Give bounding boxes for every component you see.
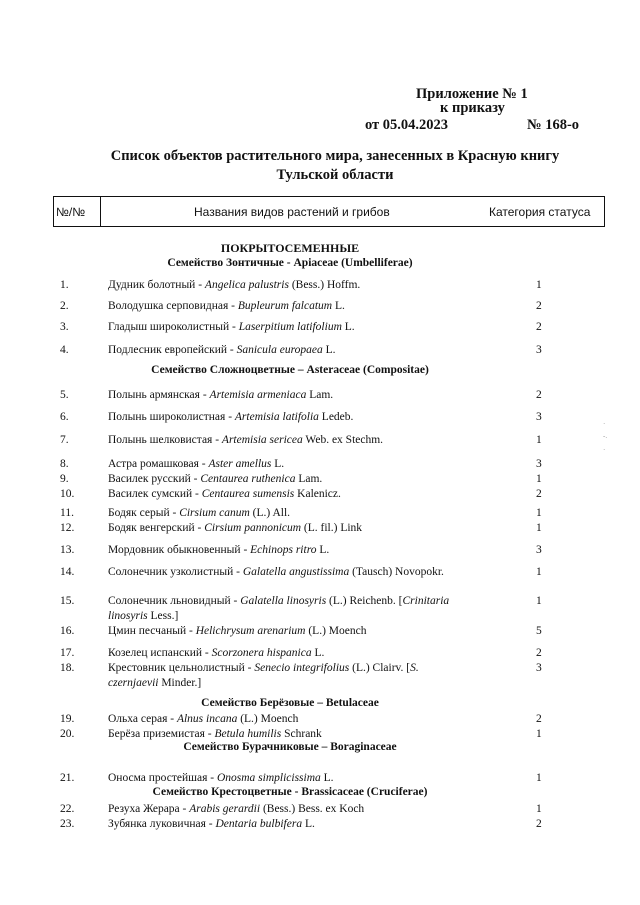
scan-mark: · <box>603 446 606 454</box>
latin-name: Crinitaria linosyris <box>108 595 450 622</box>
author-name: L. <box>341 321 355 333</box>
author-name: Minder.] <box>158 676 202 689</box>
row-number: 20. <box>60 728 75 740</box>
author-name: (L.) Clairv. [ <box>349 662 411 674</box>
russian-name: Оносма простейшая - <box>108 772 217 784</box>
russian-name: Полынь армянская - <box>108 389 210 401</box>
species-name <box>108 661 453 690</box>
status-category: 3 <box>536 662 542 674</box>
status-category: 1 <box>536 507 542 519</box>
order-date: от 05.04.2023 <box>365 117 449 133</box>
species-name <box>108 343 453 358</box>
latin-name: Cirsium pannonicum <box>204 522 302 534</box>
russian-name: Бодяк серый - <box>108 507 180 519</box>
russian-name: Астра ромашковая - <box>108 458 209 470</box>
russian-name: Крестовник цельнолистный - <box>108 662 255 674</box>
russian-name: Гладыш широколистный - <box>108 321 239 333</box>
species-name <box>108 278 453 293</box>
latin-name: Scorzonera hispanica <box>211 647 312 659</box>
species-name <box>108 771 453 786</box>
latin-name: Betula humilis <box>214 728 282 740</box>
header-col-name: Названия видов растений и грибов <box>194 205 390 219</box>
author-name: Schrank <box>281 728 322 740</box>
species-name <box>108 543 453 558</box>
status-category: 2 <box>536 647 542 659</box>
latin-name: Laserpitium latifolium <box>238 321 342 333</box>
scan-mark: -. <box>603 432 608 440</box>
species-name <box>108 506 453 521</box>
header-divider <box>100 197 101 226</box>
appendix-line2: к приказу <box>440 100 505 116</box>
row-number: 18. <box>60 662 75 674</box>
family-heading: Семейство Берёзовые – Betulaceae <box>201 697 379 709</box>
author-name: L. <box>332 300 345 312</box>
species-name <box>108 472 453 487</box>
status-category: 3 <box>536 344 542 356</box>
author-name: Lam. <box>306 389 334 401</box>
russian-name: Зубянка луковичная - <box>108 818 216 830</box>
title-line1: Список объектов растительного мира, занесенных в Красную книгу <box>110 148 560 164</box>
russian-name: Солонечник льновидный - <box>108 595 241 607</box>
row-number: 5. <box>60 389 69 401</box>
row-number: 1. <box>60 279 69 291</box>
row-number: 9. <box>60 473 69 485</box>
status-category: 3 <box>536 544 542 556</box>
russian-name: Солонечник узколистный - <box>108 566 243 578</box>
latin-name: Artemisia sericea <box>221 434 303 446</box>
row-number: 16. <box>60 625 75 637</box>
appendix-line1: Приложение № 1 <box>416 86 528 102</box>
latin-name: Arabis gerardii <box>189 803 261 815</box>
author-name: Web. ex Stechm. <box>302 434 384 446</box>
latin-name: Galatella linosyris <box>240 595 327 607</box>
latin-name: Bupleurum falcatum <box>237 300 333 312</box>
russian-name: Мордовник обыкновенный - <box>108 544 251 556</box>
author-name: L. <box>322 344 336 356</box>
status-category: 2 <box>536 321 542 333</box>
author-name: Lam. <box>295 473 323 485</box>
species-name <box>108 320 453 335</box>
latin-name: Senecio integrifolius <box>254 662 350 674</box>
species-name <box>108 388 453 403</box>
table-header <box>53 196 605 227</box>
species-name <box>108 433 453 448</box>
author-name: (L.) All. <box>249 507 291 519</box>
russian-name: Резуха Жерара - <box>108 803 190 815</box>
family-heading: Семейство Крестоцветные - Brassicaceae (Cruciferae) <box>152 786 428 798</box>
russian-name: Козелец испанский - <box>108 647 212 659</box>
author-name: L. <box>311 647 325 659</box>
row-number: 13. <box>60 544 75 556</box>
author-name: L. <box>271 458 285 470</box>
status-category: 1 <box>536 522 542 534</box>
author-name: Less.] <box>147 609 179 622</box>
latin-name: Aster amellus <box>208 458 272 470</box>
status-category: 1 <box>536 728 542 740</box>
row-number: 11. <box>60 507 74 519</box>
row-number: 17. <box>60 647 75 659</box>
status-category: 1 <box>536 803 542 815</box>
russian-name: Володушка серповидная - <box>108 300 238 312</box>
species-name <box>108 410 453 425</box>
author-name: (L.) Moench <box>305 625 367 637</box>
author-name: (Bess.) Hoffm. <box>288 279 361 291</box>
status-category: 5 <box>536 625 542 637</box>
header-col-no: №/№ <box>56 205 86 219</box>
status-category: 1 <box>536 595 542 607</box>
row-number: 4. <box>60 344 69 356</box>
row-number: 15. <box>60 595 75 607</box>
russian-name: Василек сумский - <box>108 488 202 500</box>
author-name: (Tausch) Novopokr. <box>349 566 444 578</box>
author-name: (L. fil.) Link <box>301 522 363 534</box>
species-name <box>108 624 453 639</box>
status-category: 1 <box>536 434 542 446</box>
russian-name: Полынь широколистная - <box>108 411 235 423</box>
row-number: 12. <box>60 522 75 534</box>
status-category: 2 <box>536 389 542 401</box>
status-category: 2 <box>536 488 542 500</box>
status-category: 3 <box>536 458 542 470</box>
scan-mark: · <box>603 420 606 428</box>
family-heading: Семейство Зонтичные - Apiaceae (Umbelliferae) <box>167 257 413 269</box>
latin-name: Alnus incana <box>176 713 238 725</box>
latin-name: Artemisia armeniaca <box>209 389 307 401</box>
species-name <box>108 299 453 314</box>
species-name <box>108 521 453 536</box>
species-name <box>108 712 453 727</box>
species-name <box>108 802 453 817</box>
latin-name: Galatella angustissima <box>242 566 350 578</box>
section-title: ПОКРЫТОСЕМЕННЫЕ <box>220 241 360 255</box>
author-name: L. <box>302 818 315 830</box>
family-heading: Семейство Сложноцветные – Asteraceae (Compositae) <box>151 364 429 376</box>
status-category: 2 <box>536 300 542 312</box>
latin-name: Onosma simplicissima <box>216 772 321 784</box>
row-number: 6. <box>60 411 69 423</box>
latin-name: Sanicula europaea <box>236 344 323 356</box>
row-number: 3. <box>60 321 69 333</box>
author-name: Kalenicz. <box>294 488 341 500</box>
author-name: (L.) Moench <box>237 713 299 725</box>
latin-name: Centaurea sumensis <box>201 488 295 500</box>
row-number: 14. <box>60 566 75 578</box>
latin-name: Artemisia latifolia <box>234 411 319 423</box>
row-number: 2. <box>60 300 69 312</box>
row-number: 23. <box>60 818 75 830</box>
status-category: 3 <box>536 411 542 423</box>
species-name <box>108 646 453 661</box>
status-category: 1 <box>536 473 542 485</box>
author-name: L. <box>320 772 334 784</box>
status-category: 2 <box>536 713 542 725</box>
latin-name: Centaurea ruthenica <box>200 473 296 485</box>
status-category: 1 <box>536 772 542 784</box>
latin-name: Cirsium canum <box>179 507 250 519</box>
author-name: (L.) Reichenb. [ <box>326 595 403 607</box>
russian-name: Василек русский - <box>108 473 201 485</box>
russian-name: Бодяк венгерский - <box>108 522 205 534</box>
author-name: (Bess.) Bess. ex Koch <box>260 803 365 815</box>
row-number: 8. <box>60 458 69 470</box>
russian-name: Ольха серая - <box>108 713 177 725</box>
latin-name: Dentaria bulbifera <box>215 818 303 830</box>
latin-name: Angelica palustris <box>204 279 289 291</box>
species-name <box>108 487 453 502</box>
species-name <box>108 457 453 472</box>
author-name: L. <box>316 544 330 556</box>
russian-name: Полынь шелковистая - <box>108 434 222 446</box>
author-name: Ledeb. <box>318 411 354 423</box>
header-col-category: Категория статуса <box>489 205 591 219</box>
order-number: № 168-о <box>527 117 580 133</box>
species-name <box>108 817 453 832</box>
row-number: 7. <box>60 434 69 446</box>
latin-name: Helichrysum arenarium <box>195 625 306 637</box>
title-line2: Тульской области <box>276 167 394 183</box>
status-category: 1 <box>536 566 542 578</box>
row-number: 21. <box>60 772 75 784</box>
row-number: 19. <box>60 713 75 725</box>
latin-name: S. czernjaevii <box>108 662 419 689</box>
russian-name: Берёза приземистая - <box>108 728 215 740</box>
latin-name: Echinops ritro <box>250 544 317 556</box>
document-title <box>0 147 640 185</box>
russian-name: Цмин песчаный - <box>108 625 196 637</box>
row-number: 10. <box>60 488 75 500</box>
russian-name: Подлесник европейский - <box>108 344 237 356</box>
species-name <box>108 565 453 580</box>
species-name <box>108 727 453 742</box>
russian-name: Дудник болотный - <box>108 279 205 291</box>
family-heading: Семейство Бурачниковые – Boraginaceae <box>183 741 397 753</box>
status-category: 2 <box>536 818 542 830</box>
species-name <box>108 594 453 623</box>
status-category: 1 <box>536 279 542 291</box>
row-number: 22. <box>60 803 75 815</box>
